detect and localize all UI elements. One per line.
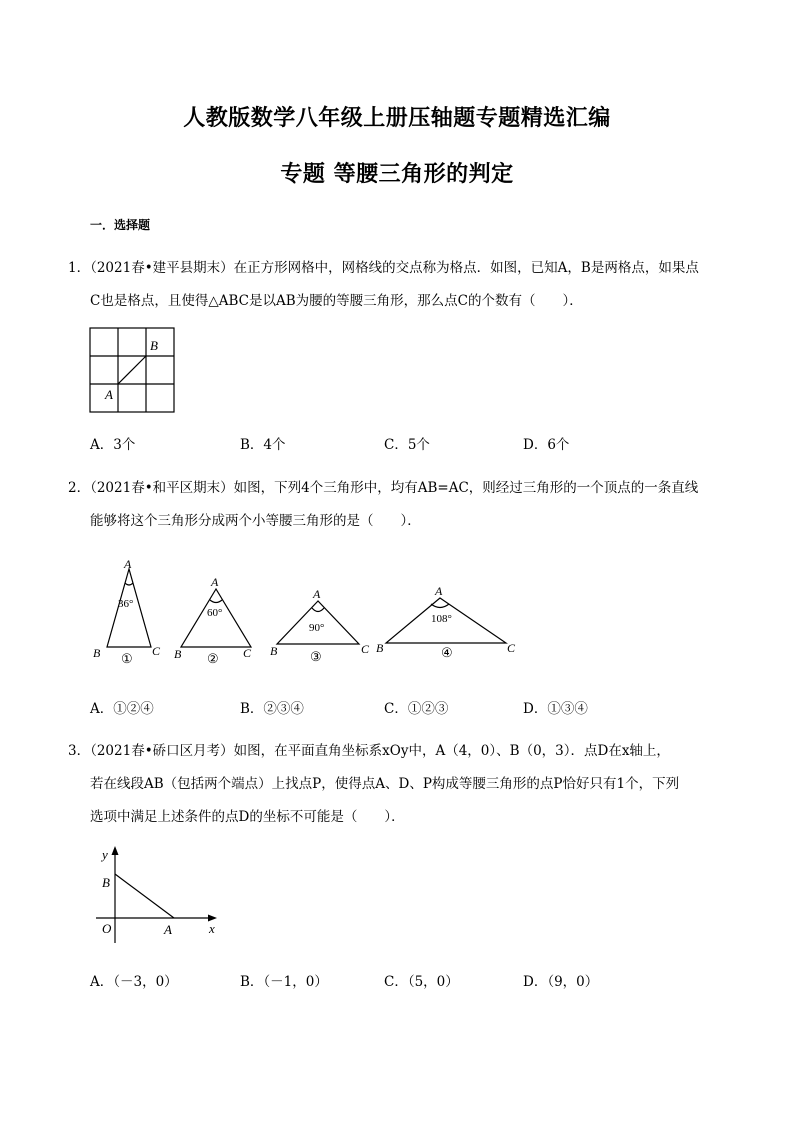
t1-angle: 36° <box>118 598 134 610</box>
angle-arc-4 <box>431 604 449 608</box>
t4-number: ④ <box>441 645 453 660</box>
q1-option-a[interactable]: A．3个 <box>90 437 136 453</box>
t2-angle: 60° <box>207 607 223 619</box>
t1-label-c: C <box>152 644 161 658</box>
question-3-coordinate-figure <box>88 843 228 948</box>
q2-option-b[interactable]: B．②③④ <box>240 701 304 717</box>
t2-label-a: A <box>211 575 219 589</box>
q1-option-b[interactable]: B．4个 <box>240 437 286 453</box>
question-1-line-1: 1．（2021春•建平县期末）在正方形网格中，网格线的交点称为格点．如图，已知A，B是两格点，如果点 <box>68 260 699 276</box>
section-heading: 一．选择题 <box>90 218 151 232</box>
t1-label-b: B <box>93 646 101 660</box>
question-1-line-2: C也是格点，且使得△ABC是以AB为腰的等腰三角形，那么点C的个数有（ ）． <box>90 293 583 309</box>
page-subtitle: 专题 等腰三角形的判定 <box>280 162 514 187</box>
t2-label-c: C <box>243 646 252 660</box>
t3-label-a: A <box>313 587 321 601</box>
question-3-line-1: 3．（2021春•硚口区月考）如图，在平面直角坐标系xOy中，A（4，0）、B（0，3）．点D在x轴上， <box>68 743 670 759</box>
q3-option-c[interactable]: C．（5，0） <box>384 974 459 990</box>
angle-arc-1 <box>125 583 133 585</box>
q3-option-b[interactable]: B．（－1，0） <box>240 974 328 990</box>
label-a: A <box>164 922 172 937</box>
q2-option-c[interactable]: C．①②③ <box>384 701 449 717</box>
t4-label-a: A <box>435 584 443 598</box>
t2-number: ② <box>207 651 219 666</box>
t1-number: ① <box>121 651 133 666</box>
label-x: x <box>209 921 215 936</box>
question-3 <box>68 735 728 834</box>
question-3-line-3: 选项中满足上述条件的点D的坐标不可能是（ ）． <box>90 809 405 825</box>
label-y: y <box>102 847 108 862</box>
t3-number: ③ <box>310 649 322 664</box>
label-o: O <box>102 921 112 936</box>
q3-option-d[interactable]: D．（9，0） <box>523 974 599 990</box>
label-b: B <box>102 875 110 890</box>
t4-angle: 108° <box>431 613 452 625</box>
t1-label-a: A <box>124 557 132 571</box>
t4-label-b: B <box>376 641 384 655</box>
q1-option-d[interactable]: D．6个 <box>523 437 570 453</box>
q3-option-a[interactable]: A．（－3，0） <box>90 974 178 990</box>
angle-arc-2 <box>210 600 222 603</box>
t3-label-c: C <box>361 642 370 656</box>
page-title: 人教版数学八年级上册压轴题专题精选汇编 <box>183 106 611 131</box>
q1-option-c[interactable]: C．5个 <box>384 437 430 453</box>
question-1-grid-figure <box>88 326 188 416</box>
segment-ab <box>118 356 146 384</box>
question-1 <box>68 252 728 318</box>
y-axis-arrow <box>112 846 119 855</box>
label-b: B <box>150 338 158 353</box>
t4-label-c: C <box>507 641 516 655</box>
t2-label-b: B <box>174 647 182 661</box>
q2-option-d[interactable]: D．①③④ <box>523 701 588 717</box>
t3-label-b: B <box>270 644 278 658</box>
question-2-triangles-figure <box>88 555 528 670</box>
question-2 <box>68 472 728 538</box>
t3-angle: 90° <box>309 622 325 634</box>
segment-ab <box>115 874 174 918</box>
label-a: A <box>105 387 113 402</box>
question-3-line-2: 若在线段AB（包括两个端点）上找点P，使得点A、D、P构成等腰三角形的点P恰好只有1个，下列 <box>90 776 680 792</box>
q2-option-a[interactable]: A．①②④ <box>90 701 154 717</box>
question-2-line-1: 2．（2021春•和平区期末）如图，下列4个三角形中，均有AB=AC，则经过三角形的一个顶点的一条直线 <box>68 480 699 496</box>
question-2-line-2: 能够将这个三角形分成两个小等腰三角形的是（ ）． <box>90 513 421 529</box>
angle-arc-3 <box>312 608 324 612</box>
